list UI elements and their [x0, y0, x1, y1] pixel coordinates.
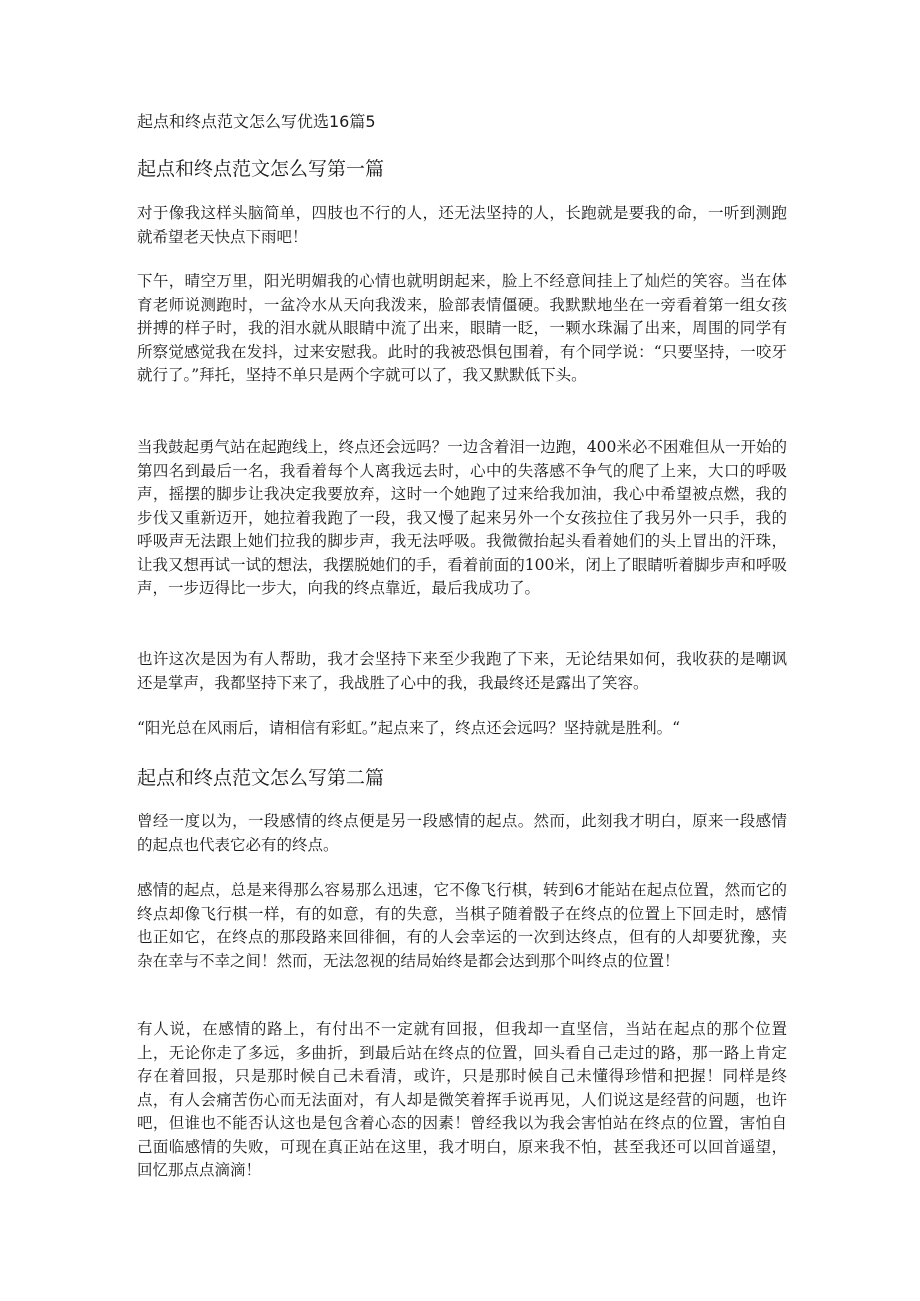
section-heading-1: 起点和终点范文怎么写第一篇: [137, 158, 385, 180]
section-1-paragraph-3: 当我鼓起勇气站在起跑线上，终点还会远吗？一边含着泪一边跑，400米必不困难但从一开始的第四名到最后一名，我看着每个人离我远去时，心中的失落感不争气的爬了上来，大口的呼吸声，摇摆的脚步让我决定我要放弃，这时一个她跑了过来给我加油，我心中希望被点燃，我的步伐又重新迈开，她拉着我跑了一段，我又慢了起来另外一个女孩拉住了我另外一只手，我的呼吸声无法跟上她们拉我的脚步声，我无法呼吸。我微微抬起头看着她们的头上冒出的汗珠，让我又想再试一试的想法，我摆脱她们的手，看着前面的100米，闭上了眼睛听着脚步声和呼吸声，一步迈得比一步大，向我的终点靠近，最后我成功了。: [137, 438, 787, 597]
document-title: 起点和终点范文怎么写优选16篇5: [137, 112, 376, 131]
section-heading-2: 起点和终点范文怎么写第二篇: [137, 767, 385, 789]
section-1-paragraph-4: 也许这次是因为有人帮助，我才会坚持下来至少我跑了下来，无论结果如何，我收获的是嘲讽还是掌声，我都坚持下来了，我战胜了心中的我，我最终还是露出了笑容。: [137, 650, 787, 692]
section-2-paragraph-2: 感情的起点，总是来得那么容易那么迅速，它不像飞行棋，转到6才能站在起点位置，然而它的终点却像飞行棋一样，有的如意，有的失意，当棋子随着骰子在终点的位置上下回走时，感情也正如它，在终点的那段路来回徘徊，有的人会幸运的一次到达终点，但有的人却要犹豫，夹杂在幸与不幸之间！然而，无法忽视的结局始终是都会达到那个叫终点的位置！: [137, 881, 787, 970]
section-1-paragraph-1: 对于像我这样头脑简单，四肢也不行的人，还无法坚持的人，长跑就是要我的命，一听到测跑就希望老天快点下雨吧！: [137, 204, 787, 246]
section-1-paragraph-5: “阳光总在风雨后，请相信有彩虹。”起点来了，终点还会远吗？坚持就是胜利。“: [137, 719, 681, 737]
section-1-paragraph-2: 下午，晴空万里，阳光明媚我的心情也就明朗起来，脸上不经意间挂上了灿烂的笑容。当在体育老师说测跑时，一盆冷水从天向我泼来，脸部表情僵硬。我默默地坐在一旁看着第一组女孩拼搏的样子时，我的泪水就从眼睛中流了出来，眼睛一眨，一颗水珠漏了出来，周围的同学有所察觉感觉我在发抖，过来安慰我。此时的我被恐惧包围着，有个同学说：“只要坚持，一咬牙就行了。”拜托，坚持不单只是两个字就可以了，我又默默低下头。: [137, 272, 787, 384]
section-2-paragraph-1: 曾经一度以为，一段感情的终点便是另一段感情的起点。然而，此刻我才明白，原来一段感情的起点也代表它必有的终点。: [137, 812, 787, 854]
section-2-paragraph-3: 有人说，在感情的路上，有付出不一定就有回报，但我却一直坚信，当站在起点的那个位置上，无论你走了多远，多曲折，到最后站在终点的位置，回头看自己走过的路，那一路上肯定存在着回报，只是那时候自己未看清，或许，只是那时候自己未懂得珍惜和把握！同样是终点，有人会痛苦伤心而无法面对，有人却是微笑着挥手说再见，人们说这是经营的问题，也许吧，但谁也不能否认这也是包含着心态的因素！曾经我以为我会害怕站在终点的位置，害怕自己面临感情的失败，可现在真正站在这里，我才明白，原来我不怕，甚至我还可以回首遥望，回忆那点点滴滴！: [137, 1020, 787, 1179]
